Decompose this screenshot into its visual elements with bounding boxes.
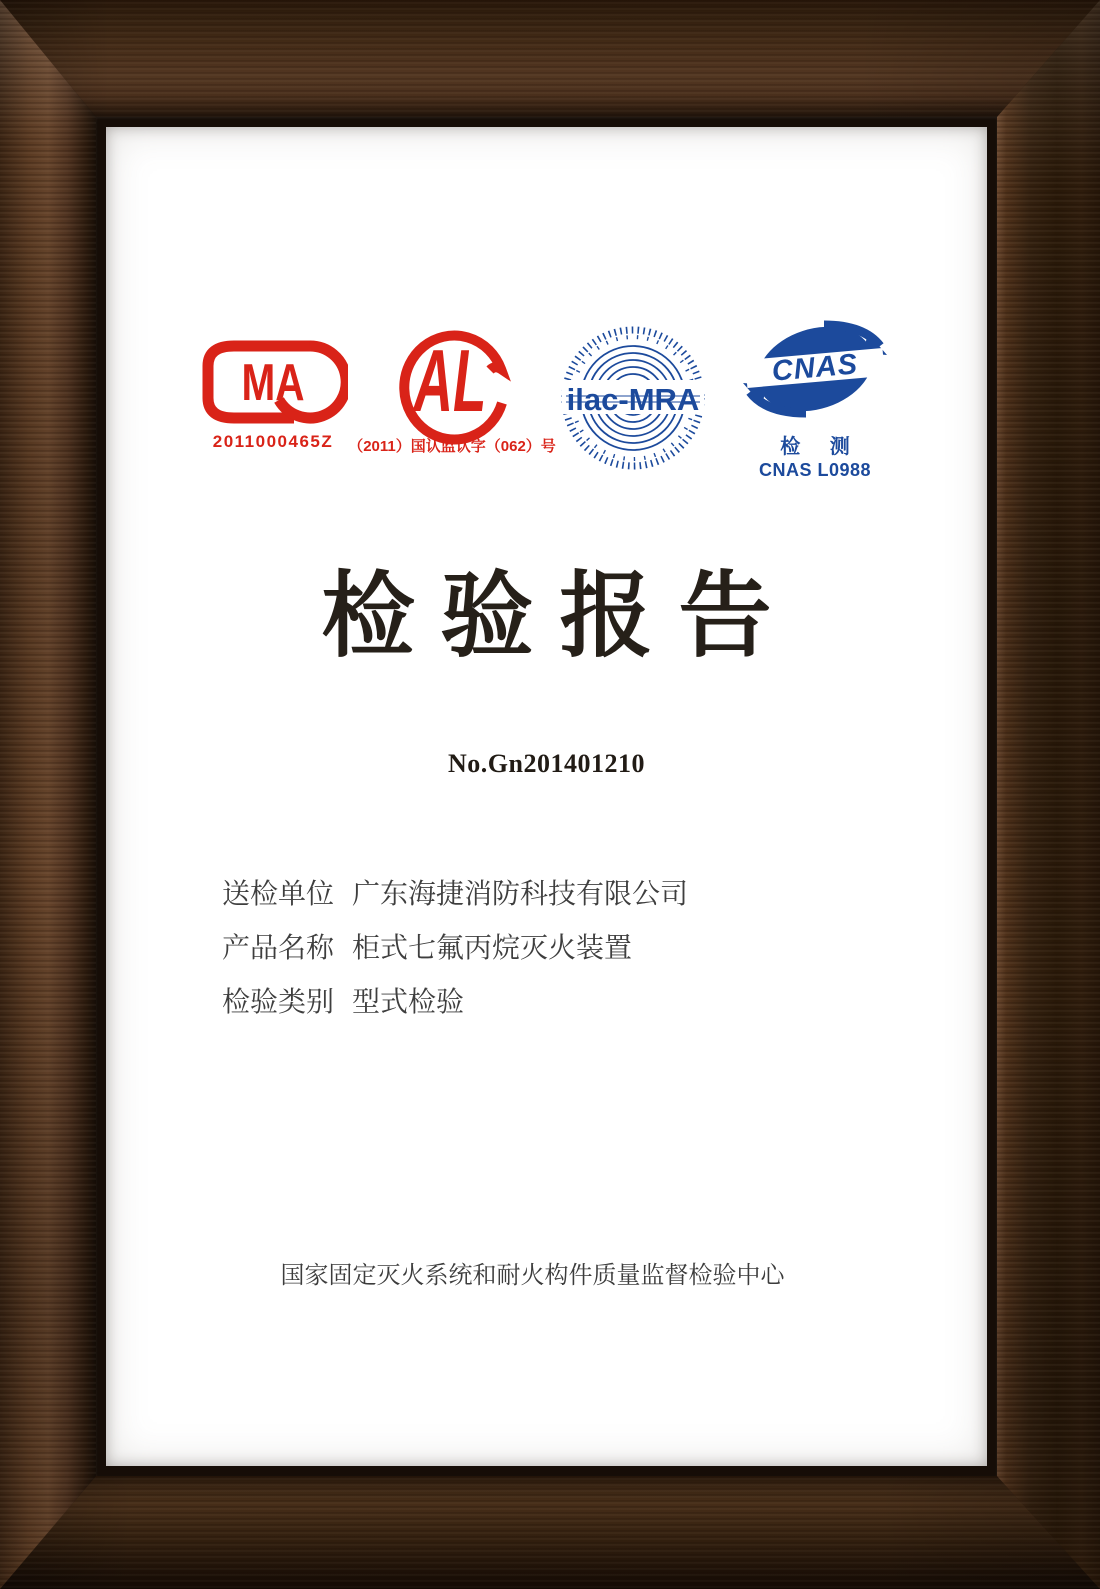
- al-letters: AL: [413, 331, 487, 431]
- field-label: 产品名称: [222, 932, 335, 963]
- cnas-icon: [740, 312, 890, 424]
- cnas-label: CNAS: [770, 348, 860, 388]
- frame-top: [0, 0, 1100, 117]
- cma-letters: MA: [241, 353, 305, 412]
- report-number: No.Gn201401210: [448, 749, 645, 778]
- frame-right: [997, 0, 1100, 1589]
- field-label: 送检单位: [222, 878, 335, 909]
- field-value: 型式检验: [352, 986, 465, 1017]
- ilac-mra-icon: [558, 323, 708, 473]
- field-row: [222, 933, 688, 963]
- frame-bottom: [0, 1476, 1100, 1589]
- al-caption: （2011）国认监认字（062）号: [348, 438, 556, 455]
- field-row: [222, 879, 688, 909]
- field-value: 柜式七氟丙烷灭火装置: [352, 932, 633, 963]
- ilac-mra-seal: [558, 323, 708, 473]
- cnas-subtitle: 检 测: [780, 436, 862, 458]
- cma-seal: [198, 336, 348, 452]
- cnas-lab-number: CNAS L0988: [758, 460, 872, 480]
- certificate-paper: [106, 127, 987, 1466]
- frame-left: [0, 0, 96, 1589]
- cnas-seal: [740, 312, 890, 481]
- field-label: 检验类别: [222, 986, 335, 1017]
- al-seal: [348, 325, 556, 456]
- ilac-mra-label: ilac-MRA: [566, 382, 700, 417]
- field-row: [222, 987, 688, 1017]
- cma-number: 2011000465Z: [212, 432, 334, 451]
- al-seal-icon: [392, 325, 512, 445]
- cma-seal-icon: [198, 336, 348, 428]
- field-value: 广东海捷消防科技有限公司: [352, 878, 689, 909]
- issuing-center: 国家固定灭火系统和耐火构件质量监督检验中心: [280, 1262, 785, 1289]
- frame-inner-lip: [96, 117, 997, 1476]
- report-title: 检验报告: [321, 564, 798, 668]
- report-fields: [222, 879, 688, 1041]
